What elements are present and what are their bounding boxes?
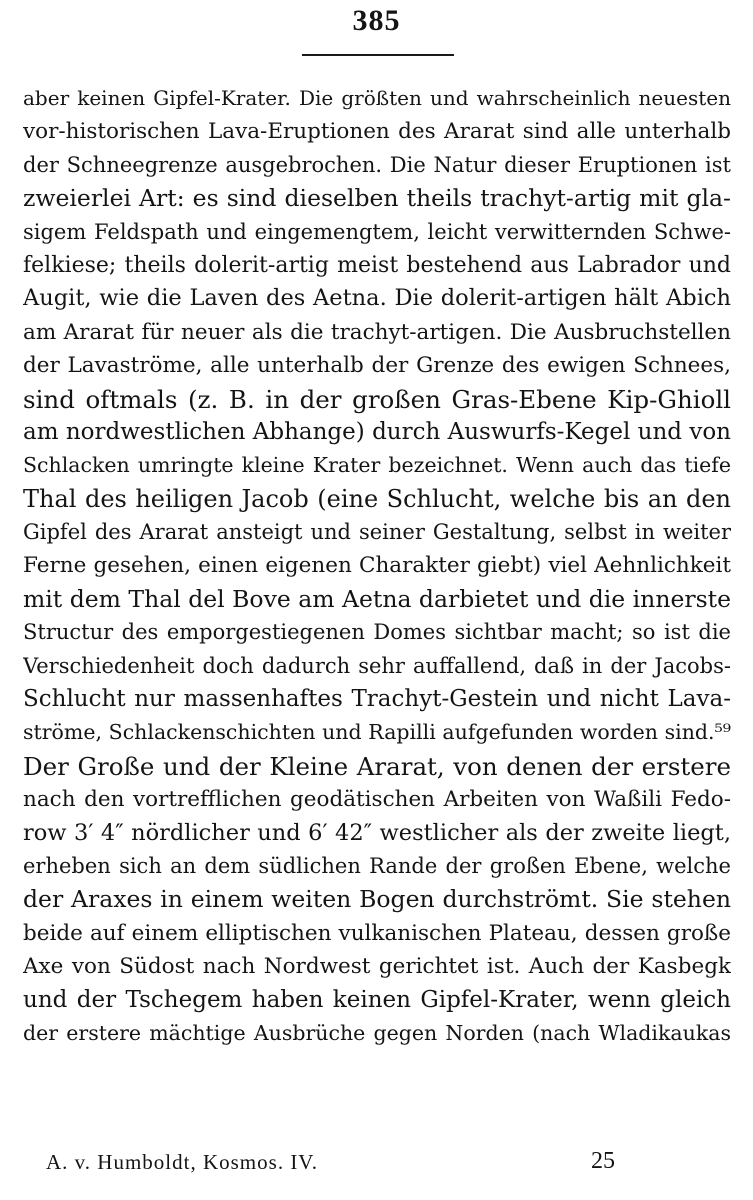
text-line: erheben sich an dem südlichen Rande der großen Ebene, welche [23, 853, 731, 878]
text-line: row 3′ 4″ nördlicher und 6′ 42″ westlicher als der zweite liegt, [23, 819, 731, 846]
text-line: nach den vortrefflichen geodätischen Arbeiten von Waßili Fedo- [23, 787, 731, 813]
text-line: zweierlei Art: es sind dieselben theils trachyt-artig mit gla- [23, 184, 731, 213]
footer-signature-mark: 25 [591, 1148, 615, 1174]
header-rule [302, 54, 454, 56]
text-line: Augit, wie die Laven des Aetna. Die dolerit-artigen hält Abich [23, 285, 731, 312]
text-line: der Araxes in einem weiten Bogen durchströmt. Sie stehen [23, 885, 731, 914]
text-line: sind oftmals (z. B. in der großen Gras-Ebene Kip-Ghioll [23, 384, 731, 414]
footer-author: A. v. Humboldt, Kosmos. IV. [46, 1150, 319, 1174]
text-line: und der Tschegem haben keinen Gipfel-Krater, wenn gleich [23, 986, 731, 1013]
text-line: Gipfel des Ararat ansteigt und seiner Gestaltung, selbst in weiter [23, 520, 731, 545]
text-line: Schlucht nur massenhaftes Trachyt-Gestein und nicht Lava- [23, 686, 731, 713]
page-number: 385 [352, 4, 401, 37]
text-line: der Lavaströme, alle unterhalb der Grenze des ewigen Schnees, [23, 353, 731, 379]
body-text [23, 82, 731, 1050]
text-line: aber keinen Gipfel-Krater. Die größten und wahrscheinlich neuesten [23, 86, 731, 110]
text-line: Schlacken umringte kleine Krater bezeichnet. Wenn auch das tiefe [23, 453, 731, 478]
text-line: felkiese; theils dolerit-artig meist bestehend aus Labrador und [23, 252, 731, 278]
text-line: vor-historischen Lava-Eruptionen des Ararat sind alle unterhalb [23, 119, 731, 145]
text-line: Der Große und der Kleine Ararat, von denen der erstere [23, 751, 731, 781]
text-line: sigem Feldspath und eingemengtem, leicht verwitternden Schwe- [23, 219, 731, 244]
text-line: am Ararat für neuer als die trachyt-artigen. Die Ausbruchstellen [23, 319, 731, 345]
text-line: mit dem Thal del Bove am Aetna darbietet und die innerste [23, 584, 731, 613]
text-line: der erstere mächtige Ausbrüche gegen Norden (nach Wladikaukas [23, 1020, 731, 1045]
text-line: ströme, Schlackenschichten und Rapilli aufgefunden worden sind.⁵⁹ [23, 720, 731, 745]
text-line: beide auf einem elliptischen vulkanischen Plateau, dessen große [23, 920, 731, 946]
text-line: der Schneegrenze ausgebrochen. Die Natur dieser Eruptionen ist [23, 152, 731, 177]
text-line: am nordwestlichen Abhange) durch Auswurfs-Kegel und von [23, 418, 731, 445]
text-line: Axe von Südost nach Nordwest gerichtet ist. Auch der Kasbegk [23, 954, 731, 980]
text-line: Structur des emporgestiegenen Domes sichtbar macht; so ist die [23, 620, 731, 645]
page-footer [46, 1148, 615, 1180]
text-line: Thal des heiligen Jacob (eine Schlucht, welche bis an den [23, 484, 731, 513]
text-line: Verschiedenheit doch dadurch sehr auffallend, daß in der Jacobs- [23, 653, 731, 678]
text-line: Ferne gesehen, einen eigenen Charakter giebt) viel Aehnlichkeit [23, 553, 731, 579]
